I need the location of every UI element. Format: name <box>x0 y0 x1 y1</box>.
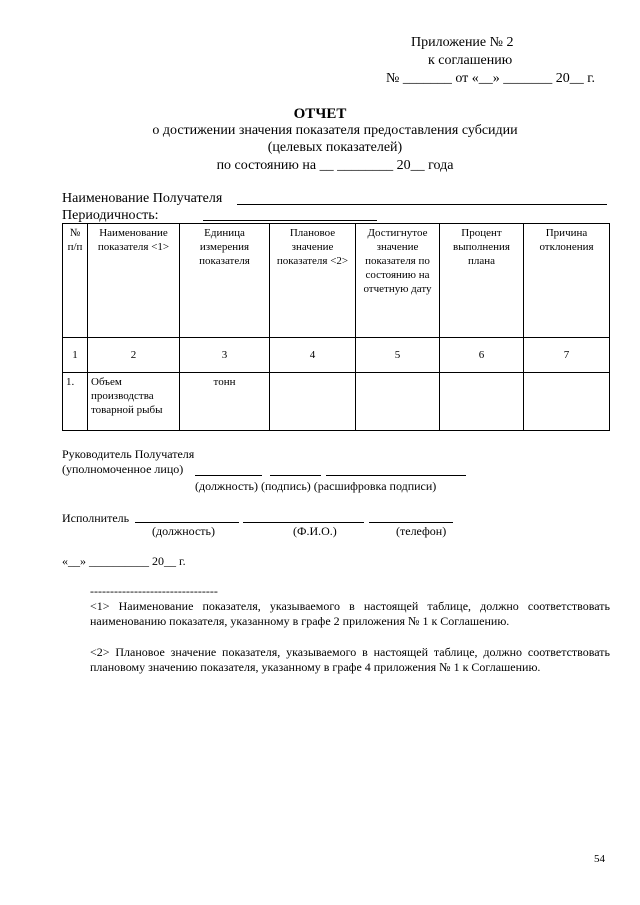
executor-fio-line[interactable] <box>243 522 364 523</box>
column-number: 4 <box>270 338 356 373</box>
report-date-line: по состоянию на __ ________ 20__ года <box>216 158 454 173</box>
table-row <box>63 373 610 431</box>
periodicity-label: Периодичность: <box>62 208 159 223</box>
head-name-line[interactable] <box>326 475 466 476</box>
indicator-table <box>62 223 610 431</box>
executor-position-line[interactable] <box>135 522 239 523</box>
column-number: 5 <box>356 338 440 373</box>
achieved-value-cell[interactable] <box>356 373 440 431</box>
indicator-name-cell: Объем производства товарной рыбы <box>88 373 180 431</box>
footnote-2-text: <2> Плановое значение показателя, указываемого в настоящей таблице, должно соответствовать плановому значению показателя, указанному в графе 4 приложения № 1 к Соглашению. <box>90 645 610 674</box>
recipient-label: Наименование Получателя <box>62 191 223 206</box>
periodicity-line[interactable] <box>203 220 377 221</box>
to-agreement-label: к соглашению <box>428 53 513 68</box>
header-cell: Единица измерения показателя <box>180 224 270 338</box>
column-number: 6 <box>440 338 524 373</box>
executor-label: Исполнитель <box>62 511 130 525</box>
header-cell: Плановое значение показателя <2> <box>270 224 356 338</box>
agreement-number-date: № _______ от «__» _______ 20__ г. <box>386 71 595 86</box>
recipient-name-line[interactable] <box>237 204 607 205</box>
header-cell: Процент выполнения плана <box>440 224 524 338</box>
executor-phone-caption: (телефон) <box>396 524 447 538</box>
executor-phone-line[interactable] <box>369 522 453 523</box>
executor-position-caption: (должность) <box>152 524 215 538</box>
footnote-2 <box>62 645 610 675</box>
executor-fio-caption: (Ф.И.О.) <box>293 524 337 538</box>
unit-cell: тонн <box>180 373 270 431</box>
footnote-1 <box>62 599 610 629</box>
report-title: ОТЧЕТ <box>293 106 347 122</box>
column-number: 1 <box>63 338 88 373</box>
column-number: 2 <box>88 338 180 373</box>
appendix-label: Приложение № 2 <box>411 35 514 50</box>
header-cell: № п/п <box>63 224 88 338</box>
header-cell: Достигнутое значение показателя по состоянию на отчетную дату <box>356 224 440 338</box>
header-cell: Наименование показателя <1> <box>88 224 180 338</box>
table-header-row <box>63 224 610 338</box>
column-number-row <box>63 338 610 373</box>
row-number-cell: 1. <box>63 373 88 431</box>
percent-cell[interactable] <box>440 373 524 431</box>
footnote-1-text: <1> Наименование показателя, указываемого в настоящей таблице, должно соответствовать наименованию показателя, указанному в графе 2 приложения № 1 к Соглашению. <box>90 599 610 628</box>
head-label-line1: Руководитель Получателя <box>62 447 195 461</box>
report-subtitle-line1: о достижении значения показателя предоставления субсидии <box>152 123 518 138</box>
header-cell: Причина отклонения <box>524 224 610 338</box>
footnote-separator: -------------------------------- <box>90 584 218 598</box>
planned-value-cell[interactable] <box>270 373 356 431</box>
signature-date: «__» __________ 20__ г. <box>62 554 186 568</box>
report-subtitle-line2: (целевых показателей) <box>267 140 403 155</box>
column-number: 3 <box>180 338 270 373</box>
head-signature-captions: (должность) (подпись) (расшифровка подписи) <box>195 479 437 493</box>
page-number: 54 <box>594 853 605 865</box>
head-signature-line[interactable] <box>270 475 321 476</box>
column-number: 7 <box>524 338 610 373</box>
head-label-line2: (уполномоченное лицо) <box>62 462 184 476</box>
deviation-reason-cell[interactable] <box>524 373 610 431</box>
head-position-line[interactable] <box>195 475 262 476</box>
